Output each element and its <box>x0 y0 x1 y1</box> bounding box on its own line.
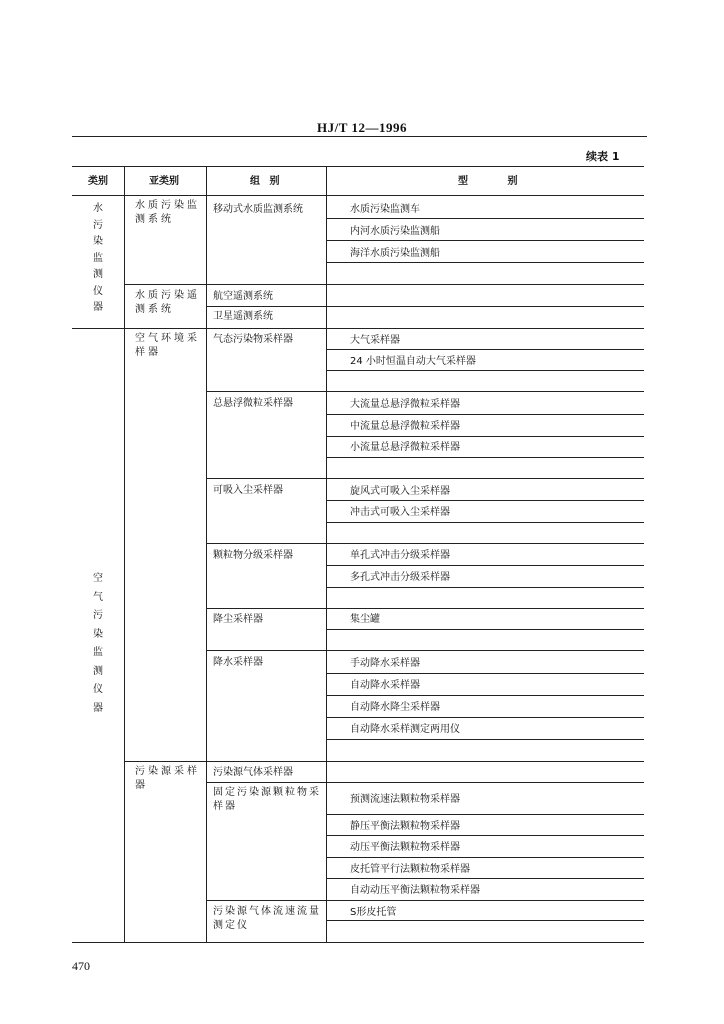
model-item: 自动降水降尘采样器 <box>350 702 440 713</box>
row-rule <box>326 370 644 371</box>
row-rule <box>326 457 644 458</box>
page-number: 470 <box>72 959 90 973</box>
group-satellite: 卫星遥测系统 <box>213 311 273 322</box>
model-item: 集尘罐 <box>350 614 380 625</box>
col-divider <box>124 166 125 942</box>
group-rule <box>206 900 644 901</box>
model-item: 自动降水采样器 <box>350 680 420 691</box>
model-item: 预测流速法颗粒物采样器 <box>350 794 460 805</box>
row-rule <box>326 835 644 836</box>
row-rule <box>326 857 644 858</box>
group-mobile-water: 移动式水质监测系统 <box>213 204 303 215</box>
row-rule <box>326 349 644 350</box>
row-rule <box>326 629 644 630</box>
model-item: 冲击式可吸入尘采样器 <box>350 507 450 518</box>
model-item: 海洋水质污染监测船 <box>350 248 440 259</box>
model-item: 旋风式可吸入尘采样器 <box>350 486 450 497</box>
col-divider <box>206 166 207 942</box>
row-rule <box>326 878 644 879</box>
subcategory-source-sampler: 污染源采样器 <box>135 766 200 791</box>
model-item: S形皮托管 <box>350 907 397 918</box>
category-water-instruments: 水 污 染 监 测 仪 器 <box>93 203 103 313</box>
model-item: 多孔式冲击分级采样器 <box>350 572 450 583</box>
row-rule <box>326 262 644 263</box>
row-rule <box>326 717 644 718</box>
category-rule <box>72 328 644 329</box>
row-rule <box>326 587 644 588</box>
model-item: 大气采样器 <box>350 335 400 346</box>
group-aerial: 航空遥测系统 <box>213 291 273 302</box>
model-item: 中流量总悬浮微粒采样器 <box>350 421 460 432</box>
header-model: 型 别 <box>458 176 536 187</box>
model-item: 手动降水采样器 <box>350 658 420 669</box>
row-rule <box>326 436 644 437</box>
col-divider <box>326 166 327 942</box>
row-rule <box>326 414 644 415</box>
row-rule <box>326 920 644 921</box>
group-source-gas: 污染源气体采样器 <box>213 767 293 778</box>
model-item: 动压平衡法颗粒物采样器 <box>350 842 460 853</box>
model-item: 皮托管平行法颗粒物采样器 <box>350 864 470 875</box>
header-group: 组 别 <box>250 176 283 187</box>
row-rule <box>326 695 644 696</box>
group-dustfall: 降尘采样器 <box>213 614 263 625</box>
header-bottom-rule <box>72 195 644 196</box>
group-rule <box>206 543 644 544</box>
group-gas: 气态污染物采样器 <box>213 334 293 345</box>
header-category: 类别 <box>88 176 108 187</box>
row-rule <box>326 218 644 219</box>
row-rule <box>326 240 644 241</box>
group-fixed-source: 固定污染源颗粒物采样器 <box>213 787 321 812</box>
subcategory-water-remote: 水质污染遥测系统 <box>135 290 200 315</box>
group-inhalable: 可吸入尘采样器 <box>213 485 283 496</box>
document-code: HJ/T 12—1996 <box>317 120 407 135</box>
model-item: 水质污染监测车 <box>350 204 420 215</box>
model-item: 静压平衡法颗粒物采样器 <box>350 821 460 832</box>
category-air-instruments: 空 气 污 染 监 测 仪 器 <box>93 573 103 714</box>
model-item: 单孔式冲击分级采样器 <box>350 550 450 561</box>
model-item: 小流量总悬浮微粒采样器 <box>350 442 460 453</box>
table-bottom-rule <box>72 942 644 943</box>
group-rule <box>206 608 644 609</box>
continued-label: 续表 1 <box>586 150 620 163</box>
row-rule <box>326 565 644 566</box>
model-item: 24 小时恒温自动大气采样器 <box>350 356 476 367</box>
group-precipitation: 降水采样器 <box>213 657 263 668</box>
row-rule <box>326 814 644 815</box>
row-rule <box>326 522 644 523</box>
group-flow-meter: 污染源气体流速流量测定仪 <box>213 906 321 931</box>
group-rule <box>206 478 644 479</box>
model-item: 内河水质污染监测船 <box>350 226 440 237</box>
group-rule <box>206 782 644 783</box>
header-rule <box>72 136 647 137</box>
subcategory-air-sampler: 空气环境采样器 <box>135 333 200 358</box>
subcategory-water-auto: 水质污染监测系统 <box>135 200 200 225</box>
subcategory-rule <box>124 761 644 762</box>
row-rule <box>326 739 644 740</box>
group-rule <box>206 306 644 307</box>
group-particle-class: 颗粒物分级采样器 <box>213 550 293 561</box>
row-rule <box>326 673 644 674</box>
model-item: 自动动压平衡法颗粒物采样器 <box>350 885 480 896</box>
table-top-rule <box>72 166 644 167</box>
group-rule <box>206 391 644 392</box>
header-subcategory: 亚类别 <box>149 176 179 187</box>
model-item: 大流量总悬浮微粒采样器 <box>350 399 460 410</box>
model-item: 自动降水采样测定两用仪 <box>350 724 460 735</box>
row-rule <box>326 500 644 501</box>
group-rule <box>206 650 644 651</box>
subcategory-rule <box>124 284 644 285</box>
group-tsp: 总悬浮微粒采样器 <box>213 398 293 409</box>
